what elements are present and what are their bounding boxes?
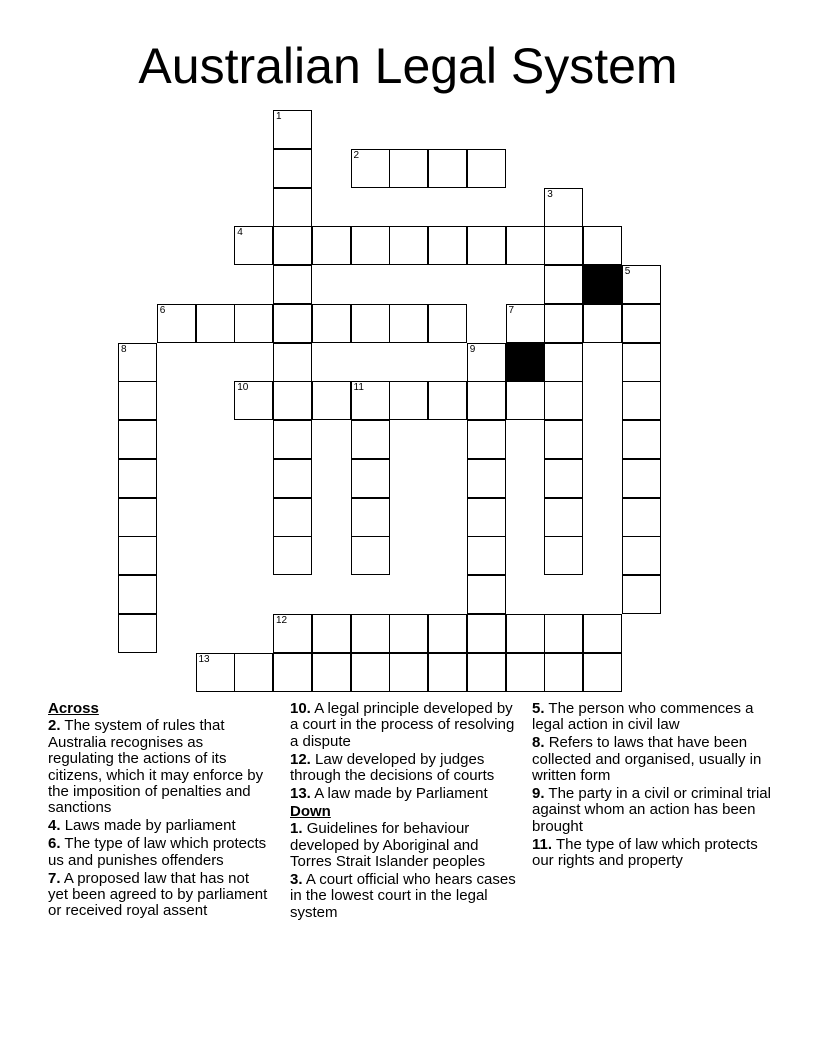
across-header: Across xyxy=(48,700,99,717)
grid-cell[interactable] xyxy=(506,653,545,692)
grid-cell[interactable] xyxy=(389,226,428,265)
clue-item xyxy=(290,701,522,750)
grid-cell[interactable] xyxy=(118,575,157,614)
grid-cell[interactable] xyxy=(506,381,545,420)
grid-cell[interactable] xyxy=(273,459,312,498)
grid-cell[interactable] xyxy=(273,265,312,304)
grid-cell[interactable] xyxy=(467,226,506,265)
clue-number: 7 xyxy=(508,304,515,316)
grid-cell[interactable] xyxy=(273,420,312,459)
grid-cell[interactable] xyxy=(467,149,506,188)
grid-cell[interactable] xyxy=(273,304,312,343)
down-clue-list xyxy=(290,821,522,921)
grid-cell[interactable] xyxy=(428,304,467,343)
grid-cell[interactable] xyxy=(544,304,583,343)
clue-item xyxy=(532,786,772,835)
grid-cell[interactable] xyxy=(544,536,583,575)
grid-cell[interactable] xyxy=(118,614,157,653)
grid-cell[interactable] xyxy=(273,498,312,537)
grid-cell[interactable] xyxy=(467,653,506,692)
grid-cell[interactable] xyxy=(273,536,312,575)
grid-cell[interactable] xyxy=(583,226,622,265)
clue-column-1 xyxy=(48,701,270,921)
grid-cell[interactable] xyxy=(389,304,428,343)
page-title: Australian Legal System xyxy=(138,38,678,94)
grid-cell[interactable] xyxy=(622,343,661,382)
clue-item-text: A law made by Parliament xyxy=(314,785,488,803)
clue-number: 5 xyxy=(624,266,631,277)
grid-cell[interactable] xyxy=(312,614,351,653)
grid-cell[interactable] xyxy=(544,226,583,265)
clue-item-number: 7. xyxy=(48,869,61,887)
grid-cell[interactable] xyxy=(622,575,661,614)
grid-cell[interactable] xyxy=(389,614,428,653)
grid-cell[interactable] xyxy=(622,459,661,498)
grid-cell[interactable] xyxy=(196,653,235,692)
grid-cell[interactable] xyxy=(312,304,351,343)
grid-cell[interactable] xyxy=(273,226,312,265)
grid-cell[interactable] xyxy=(467,343,506,382)
grid-cell[interactable] xyxy=(622,265,661,304)
clue-item-text: The party in a civil or criminal trial against whom an action has been brought xyxy=(532,785,771,835)
clue-item-text: The system of rules that Australia recognises as regulating the actions of its citizens, which it may enforce by the imposition of penalties and sanctions xyxy=(48,717,264,817)
clue-item xyxy=(48,818,270,834)
grid-cell[interactable] xyxy=(428,614,467,653)
grid-cell[interactable] xyxy=(273,149,312,188)
grid-cell[interactable] xyxy=(544,420,583,459)
grid-cell[interactable] xyxy=(273,614,312,653)
grid-cell[interactable] xyxy=(118,381,157,420)
grid-cell[interactable] xyxy=(622,420,661,459)
clue-item xyxy=(532,735,772,784)
clue-item-text: Guidelines for behaviour developed by Aboriginal and Torres Strait Islander peoples xyxy=(290,820,486,871)
grid-cell[interactable] xyxy=(234,226,273,265)
grid-cell[interactable] xyxy=(351,653,390,692)
grid-cell[interactable] xyxy=(622,381,661,420)
clue-item-text: Refers to laws that have been collected and organised, usually in written form xyxy=(532,734,762,785)
clue-number: 2 xyxy=(353,149,360,161)
clue-item-number: 11. xyxy=(532,835,553,853)
grid-cell[interactable] xyxy=(389,653,428,692)
clue-number: 4 xyxy=(237,227,243,239)
grid-cell[interactable] xyxy=(234,653,273,692)
clue-item-text: The type of law which protects us and punishes offenders xyxy=(48,835,267,869)
grid-cell[interactable] xyxy=(583,614,622,653)
clue-item xyxy=(532,837,772,870)
grid-cell[interactable] xyxy=(351,536,390,575)
grid-cell[interactable] xyxy=(544,459,583,498)
clue-item-text: The type of law which protects our rights and property xyxy=(532,835,758,870)
clue-number: 11 xyxy=(353,382,364,394)
grid-cell[interactable] xyxy=(544,614,583,653)
grid-cell[interactable] xyxy=(622,536,661,575)
clue-column-3 xyxy=(532,701,772,871)
clue-number: 6 xyxy=(159,304,166,316)
grid-cell[interactable] xyxy=(196,304,235,343)
clue-item xyxy=(48,871,270,920)
grid-cell[interactable] xyxy=(118,420,157,459)
grid-cell[interactable] xyxy=(544,381,583,420)
down-clue-list-continued xyxy=(532,701,772,870)
clue-number: 8 xyxy=(121,343,127,355)
across-clue-list xyxy=(48,718,270,919)
clue-item xyxy=(290,786,522,802)
grid-cell[interactable] xyxy=(312,653,351,692)
grid-cell[interactable] xyxy=(467,459,506,498)
clue-item-text: Law developed by judges through the decisions of courts xyxy=(290,750,495,785)
grid-cell[interactable] xyxy=(467,575,506,614)
clue-item-number: 4. xyxy=(48,817,61,835)
grid-cell[interactable] xyxy=(273,653,312,692)
clue-number: 12 xyxy=(276,614,288,626)
grid-cell[interactable] xyxy=(351,459,390,498)
grid-cell[interactable] xyxy=(351,614,390,653)
grid-cell[interactable] xyxy=(118,498,157,537)
down-header: Down xyxy=(290,802,331,820)
grid-cell[interactable] xyxy=(351,498,390,537)
clue-item xyxy=(290,872,522,921)
clue-item-number: 2. xyxy=(48,717,61,735)
clue-item-text: A legal principle developed by a court in the process of resolving a dispute xyxy=(290,700,515,750)
clue-number: 13 xyxy=(198,653,210,665)
clue-item-number: 3. xyxy=(290,871,303,889)
grid-cell[interactable] xyxy=(428,653,467,692)
clue-item xyxy=(290,821,522,870)
grid-cell[interactable] xyxy=(118,459,157,498)
grid-cell[interactable] xyxy=(157,304,196,343)
grid-cell[interactable] xyxy=(544,265,583,304)
clue-item-number: 6. xyxy=(48,835,61,853)
grid-cell[interactable] xyxy=(312,226,351,265)
clue-item-number: 13. xyxy=(290,785,311,803)
clue-item xyxy=(48,836,270,869)
grid-cell[interactable] xyxy=(351,420,390,459)
clue-item-number: 8. xyxy=(532,734,545,752)
grid-cell[interactable] xyxy=(273,343,312,382)
clue-item xyxy=(532,701,772,734)
grid-cell[interactable] xyxy=(389,381,428,420)
clue-item xyxy=(290,752,522,785)
clue-item-number: 12. xyxy=(290,750,311,768)
clue-item-text: A court official who hears cases in the lowest court in the legal system xyxy=(290,871,516,921)
grid-cell[interactable] xyxy=(351,304,390,343)
clue-number: 3 xyxy=(547,188,553,200)
clue-item-text: Laws made by parliament xyxy=(64,817,236,835)
grid-cell[interactable] xyxy=(506,304,545,343)
grid-cell[interactable] xyxy=(467,420,506,459)
clue-column-2 xyxy=(290,701,522,923)
grid-cell[interactable] xyxy=(583,304,622,343)
clue-number: 10 xyxy=(237,382,249,394)
grid-cell[interactable] xyxy=(506,226,545,265)
grid-cell[interactable] xyxy=(389,149,428,188)
clue-item xyxy=(48,718,270,816)
grid-cell[interactable] xyxy=(351,226,390,265)
grid-cell[interactable] xyxy=(428,226,467,265)
grid-cell[interactable] xyxy=(544,653,583,692)
clue-item-text: The person who commences a legal action in civil law xyxy=(532,700,754,734)
grid-cell[interactable] xyxy=(467,614,506,653)
grid-cell[interactable] xyxy=(544,498,583,537)
across-clue-list-continued xyxy=(290,701,522,802)
grid-cell[interactable] xyxy=(273,381,312,420)
grid-cell[interactable] xyxy=(351,381,390,420)
grid-cell[interactable] xyxy=(273,188,312,227)
grid-cell[interactable] xyxy=(118,343,157,382)
grid-cell[interactable] xyxy=(351,149,390,188)
black-square xyxy=(506,343,545,382)
grid-cell[interactable] xyxy=(273,110,312,149)
grid-cell[interactable] xyxy=(428,381,467,420)
clue-number: 9 xyxy=(469,343,476,355)
grid-cell[interactable] xyxy=(583,653,622,692)
grid-cell[interactable] xyxy=(544,343,583,382)
grid-cell[interactable] xyxy=(467,381,506,420)
clue-item-number: 1. xyxy=(290,820,303,838)
clue-number: 1 xyxy=(276,111,282,122)
grid-cell[interactable] xyxy=(234,304,273,343)
clue-item-number: 5. xyxy=(532,700,545,717)
grid-cell[interactable] xyxy=(467,536,506,575)
grid-cell[interactable] xyxy=(118,536,157,575)
grid-cell[interactable] xyxy=(428,149,467,188)
black-square xyxy=(583,265,622,304)
clue-item-number: 10. xyxy=(290,700,311,717)
clue-item-number: 9. xyxy=(532,785,545,803)
grid-cell[interactable] xyxy=(506,614,545,653)
grid-cell[interactable] xyxy=(622,304,661,343)
grid-cell[interactable] xyxy=(622,498,661,537)
grid-cell[interactable] xyxy=(234,381,273,420)
grid-cell[interactable] xyxy=(467,498,506,537)
grid-cell[interactable] xyxy=(544,188,583,227)
clue-item-text: A proposed law that has not yet been agreed to by parliament or received royal assent xyxy=(48,869,268,920)
grid-cell[interactable] xyxy=(312,381,351,420)
